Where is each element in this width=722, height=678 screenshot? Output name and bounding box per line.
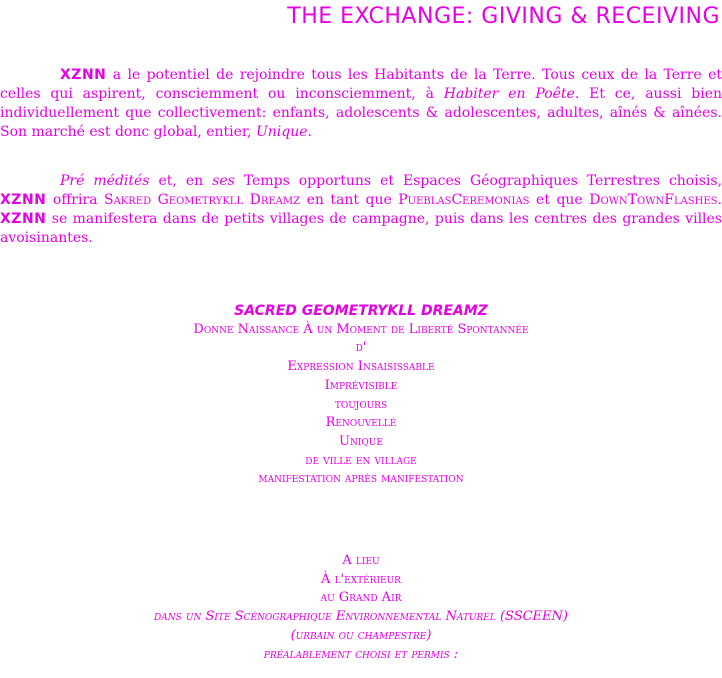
paragraph-text: Temps opportuns et Espaces Géographiques Terrestres choisis, — [234, 173, 722, 189]
block-heading: SACRED GEOMETRYKLL DREAMZ — [234, 303, 488, 319]
block-line: Unique — [339, 433, 383, 449]
block-line: A lieu — [342, 553, 380, 568]
block-line: Renouvellé — [325, 415, 397, 431]
block-line: manifestation après manifestation — [258, 471, 464, 487]
brand-name: XZNN — [0, 192, 47, 208]
small-caps-phrase: PueblasCeremonias — [398, 192, 530, 208]
centered-block-dreamz — [0, 302, 722, 489]
block-line: Imprévisible — [324, 377, 398, 393]
paragraph-text: et que — [529, 192, 590, 208]
paragraph-text: se manifestera dans de petits villages de campagne, puis dans les centres des grandes villes avoisinantes. — [0, 211, 722, 246]
paragraph-text: . — [717, 192, 722, 208]
centered-block-location — [0, 552, 722, 664]
brand-name: XZNN — [0, 211, 47, 227]
block-line: préalablement choisi et permis : — [263, 646, 459, 662]
paragraph-text: a le potentiel de rejoindre tous les Habitants de la Terre. Tous ceux de la Terre et celles qui aspirent, consciemment ou inconsciemment, à — [0, 67, 722, 102]
italic-phrase: Unique — [255, 124, 308, 140]
italic-phrase: Habiter en Poête — [443, 86, 575, 102]
brand-name: XZNN — [60, 67, 107, 83]
block-line: d' — [355, 340, 367, 356]
block-line: dans un Site Scénographique Environnemental Naturel (SSCEEN) — [154, 609, 568, 625]
block-line: Expression Insaisissable — [287, 359, 435, 375]
paragraph-text: . — [307, 124, 312, 140]
block-line: Donne Naissance À un Moment de Liberté Spontannée — [193, 321, 529, 337]
block-line: de ville en village — [305, 452, 417, 468]
block-line: (urbain ou champestre) — [290, 627, 432, 643]
paragraph-text: et, en — [149, 173, 213, 189]
small-caps-phrase: DownTownFlashes — [589, 192, 718, 208]
block-line: toujours — [334, 396, 388, 412]
italic-phrase: ses — [212, 173, 235, 189]
block-line: À l'extérieur — [321, 571, 401, 587]
block-line: au Grand Air — [320, 590, 402, 606]
paragraph-offer — [0, 172, 722, 248]
small-caps-phrase: Sakred Geometrykll Dreamz — [103, 192, 301, 208]
italic-phrase: Pré médités — [60, 173, 150, 189]
page-title: THE EXCHANGE: GIVING & RECEIVING — [287, 4, 720, 29]
paragraph-text: offrira — [46, 192, 104, 208]
paragraph-text: . Et ce, aussi bien individuellement que collectivement: enfants, adolescents & adolescentes, adultes, aînés & aînées. Son marché est donc global, entier, — [0, 86, 722, 140]
paragraph-text: en tant que — [300, 192, 399, 208]
paragraph-potential — [0, 66, 722, 142]
